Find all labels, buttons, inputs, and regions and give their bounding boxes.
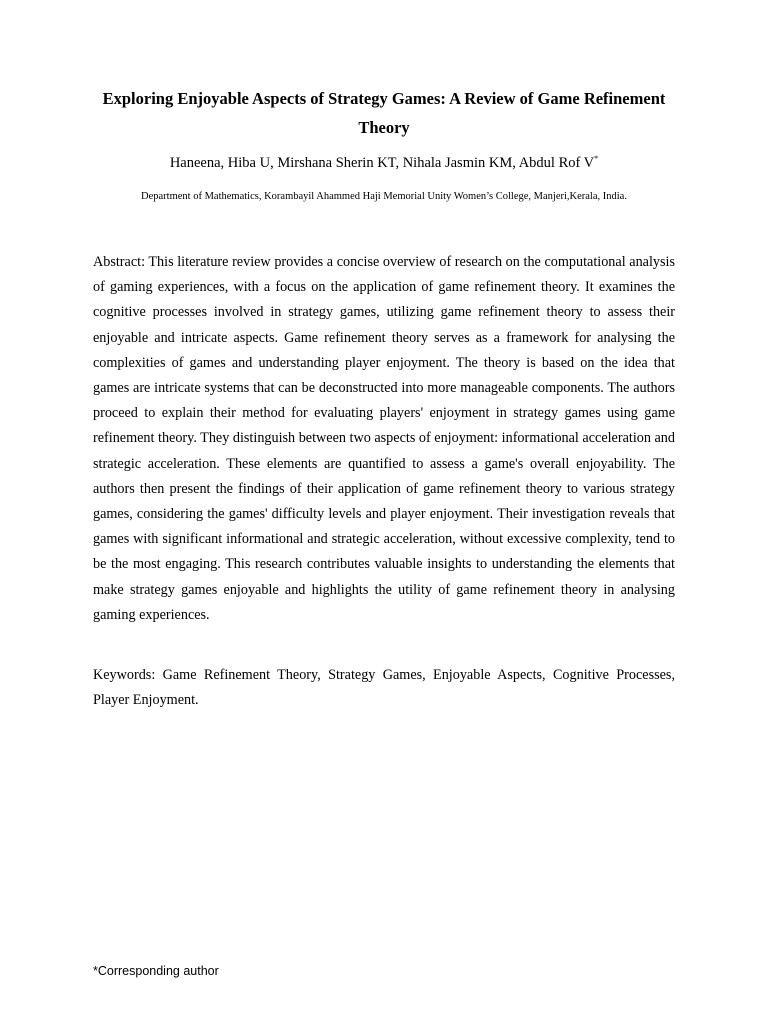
author-names: Haneena, Hiba U, Mirshana Sherin KT, Nihala Jasmin KM, Abdul Rof V xyxy=(169,155,595,171)
author-list xyxy=(92,153,676,173)
author-affiliation: Department of Mathematics, Korambayil Ahammed Haji Memorial Unity Women’s College, Manjeri,Kerala, India. xyxy=(141,191,627,202)
paper-title: Exploring Enjoyable Aspects of Strategy Games: A Review of Game Refinement Theory xyxy=(102,89,666,137)
abstract-paragraph: Abstract: This literature review provides a concise overview of research on the computational analysis of gaming experiences, with a focus on the application of game refinement theory. It examines the cognitive processes involved in strategy games, utilizing game refinement theory to assess their enjoyable and intricate aspects. Game refinement theory serves as a framework for analysing the complexities of games and understanding player enjoyment. The theory is based on the idea that games are intricate systems that can be deconstructed into more manageable components. The authors proceed to explain their method for evaluating players' enjoyment in strategy games using game refinement theory. They distinguish between two aspects of enjoyment: informational acceleration and strategic acceleration. These elements are quantified to assess a game's overall enjoyability. The authors then present the findings of their application of game refinement theory to various strategy games, considering the games' difficulty levels and player enjoyment. Their investigation reveals that games with significant informational and strategic acceleration, without excessive complexity, tend to be the most engaging. This research contributes valuable insights to understanding the elements that make strategy games enjoyable and highlights the utility of game refinement theory in analysing gaming experiences. xyxy=(93,254,675,623)
corresponding-author-footnote: *Corresponding author xyxy=(93,964,219,978)
keywords-paragraph: Keywords: Game Refinement Theory, Strategy Games, Enjoyable Aspects, Cognitive Processes, Player Enjoyment. xyxy=(93,667,675,709)
corresponding-author-marker: * xyxy=(594,154,599,164)
